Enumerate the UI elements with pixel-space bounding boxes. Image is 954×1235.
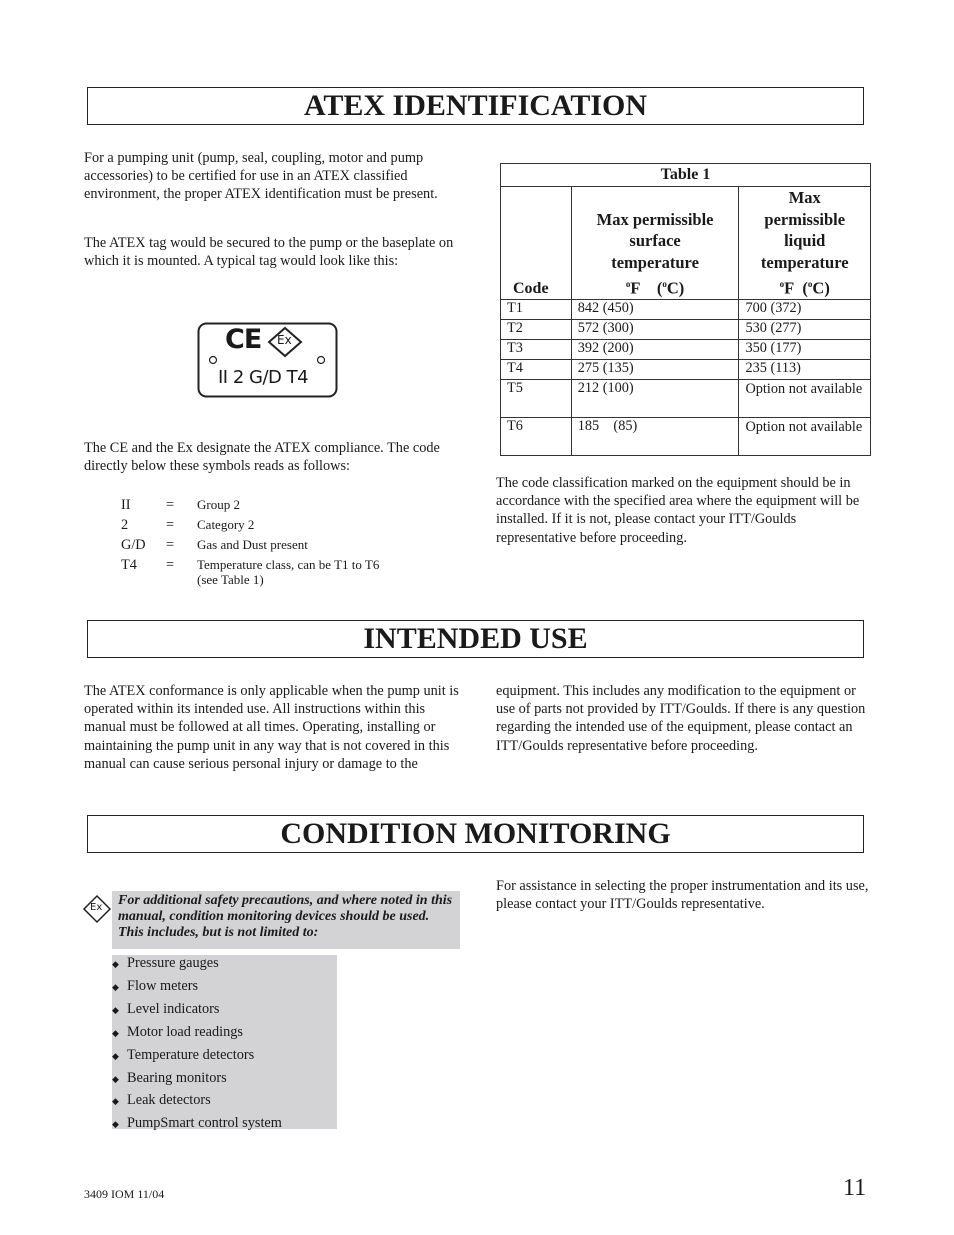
- table-cell-liquid: 350 (177): [739, 340, 871, 360]
- section-title-condition-monitoring: CONDITION MONITORING: [87, 815, 864, 853]
- ex-mark-icon: Ex: [277, 333, 292, 347]
- table-cell-surface: 212 (100): [571, 380, 739, 418]
- atex-tag-code: II 2 G/D T4: [218, 367, 309, 388]
- liquid-header-unit: $^o$F ($^o$C): [779, 278, 830, 298]
- code-description-note: (see Table 1): [197, 572, 264, 587]
- table-header-liquid: [739, 187, 871, 300]
- list-item-label: Motor load readings: [127, 1023, 243, 1040]
- diamond-bullet-icon: ◆: [112, 1004, 119, 1015]
- section-title-atex: ATEX IDENTIFICATION: [87, 87, 864, 125]
- table-cell-liquid: 530 (277): [739, 320, 871, 340]
- code-equals: =: [166, 537, 175, 553]
- list-item: [112, 999, 337, 1022]
- list-item: [112, 1022, 337, 1045]
- document-id: 3409 IOM 11/04: [84, 1187, 165, 1201]
- list-item: [112, 1068, 337, 1091]
- monitoring-note: [112, 891, 460, 949]
- code-value: 2: [121, 517, 129, 533]
- code-description: Group 2: [197, 497, 240, 512]
- atex-tag-image: [197, 322, 338, 398]
- monitoring-note-text: For additional safety precautions, and where noted in this manual, condition monitoring devices should be used. This includes, but is not limited to:: [118, 893, 453, 940]
- list-item-label: Pressure gauges: [127, 955, 219, 971]
- code-description: Temperature class, can be T1 to T6: [197, 557, 380, 572]
- table-header-code-label: Code: [513, 280, 549, 298]
- table-cell-code: T1: [501, 300, 572, 320]
- code-equals: =: [166, 557, 175, 573]
- section-title-intended-use: INTENDED USE: [87, 620, 864, 658]
- table-cell-code: T4: [501, 360, 572, 380]
- temperature-class-table: [500, 163, 871, 456]
- table-row: [501, 418, 871, 456]
- table-row: [501, 340, 871, 360]
- table-cell-surface: 842 (450): [571, 300, 739, 320]
- table-row: [501, 360, 871, 380]
- table-cell-liquid: Option not available: [739, 418, 871, 456]
- monitoring-device-list: [112, 955, 337, 1132]
- table-row: [501, 380, 871, 418]
- page-number: 11: [843, 1175, 867, 1201]
- list-item-label: Bearing monitors: [127, 1069, 227, 1086]
- list-item: [112, 953, 337, 976]
- table-header-row: [501, 187, 871, 300]
- table-cell-liquid: Option not available: [739, 380, 871, 418]
- code-classification-paragraph: The code classification marked on the equipment should be in accordance with the specified area where the equipment will be installed. If it is not, please contact your ITT/Goulds representative before proceeding.: [496, 475, 860, 546]
- surface-header-label: Max permissible surface temperature: [596, 209, 714, 273]
- code-value: II: [121, 497, 131, 513]
- code-row-temperature: [121, 557, 441, 593]
- table-cell-code: T5: [501, 380, 572, 418]
- ex-hazard-icon: [82, 894, 112, 924]
- diamond-bullet-icon: ◆: [112, 1073, 119, 1084]
- code-row-group: [121, 497, 441, 515]
- list-item-label: Temperature detectors: [127, 1046, 255, 1063]
- diamond-bullet-icon: ◆: [112, 1027, 119, 1038]
- code-equals: =: [166, 497, 175, 513]
- table-cell-surface: 275 (135): [571, 360, 739, 380]
- intended-use-right-paragraph: equipment. This includes any modification to the equipment or use of parts not provided by ITT/Goulds. If there is any question regarding the intended use of the equipment, please contact an ITT/Goulds representative before proceeding.: [496, 683, 866, 754]
- table-cell-code: T3: [501, 340, 572, 360]
- code-value: T4: [121, 557, 137, 573]
- atex-compliance-paragraph: The CE and the Ex designate the ATEX compliance. The code directly below these symbols reads as follows:: [84, 440, 440, 475]
- list-item: [112, 976, 337, 999]
- table-row: [501, 300, 871, 320]
- table-header-code: [501, 187, 572, 300]
- table-title: Table 1: [501, 164, 871, 187]
- code-description: Category 2: [197, 517, 255, 532]
- table-cell-surface: 392 (200): [571, 340, 739, 360]
- table-cell-surface: 185 (85): [571, 418, 739, 456]
- liquid-header-label: Max permissible liquid temperature: [760, 188, 849, 273]
- table-cell-surface: 572 (300): [571, 320, 739, 340]
- list-item: [112, 1090, 337, 1113]
- atex-code-legend: [121, 497, 441, 592]
- diamond-bullet-icon: ◆: [112, 959, 119, 969]
- code-row-gas-dust: [121, 537, 441, 555]
- diamond-bullet-icon: ◆: [112, 1096, 119, 1107]
- ce-mark-icon: CE: [225, 324, 262, 355]
- list-item-label: Leak detectors: [127, 1092, 211, 1109]
- diamond-bullet-icon: ◆: [112, 1050, 119, 1061]
- code-value: G/D: [121, 537, 146, 553]
- list-item-label: Level indicators: [127, 1000, 220, 1017]
- list-item: [112, 1113, 337, 1136]
- list-item-label: PumpSmart control system: [127, 1115, 282, 1132]
- diamond-bullet-icon: ◆: [112, 1119, 119, 1130]
- table-cell-liquid: 235 (113): [739, 360, 871, 380]
- monitoring-assistance-paragraph: For assistance in selecting the proper instrumentation and its use, please contact your ITT/Goulds representative.: [496, 878, 869, 913]
- list-item: [112, 1045, 337, 1068]
- table-header-surface: [571, 187, 739, 300]
- intended-use-left-paragraph: The ATEX conformance is only applicable when the pump unit is operated within its intended use. All instructions within this manual must be followed at all times. Operating, installing or maintaining the pump unit in any way that is not covered in this manual can cause serious personal injury or damage to the: [84, 683, 459, 772]
- list-item-label: Flow meters: [127, 977, 199, 994]
- table-cell-liquid: 700 (372): [739, 300, 871, 320]
- surface-header-unit: $^o$F ($^o$C): [625, 278, 685, 298]
- table-cell-code: T6: [501, 418, 572, 456]
- atex-intro-paragraph: For a pumping unit (pump, seal, coupling, motor and pump accessories) to be certified for use in an ATEX classified environment, the proper ATEX identification must be present.: [84, 150, 438, 203]
- diamond-bullet-icon: ◆: [112, 981, 119, 992]
- table-cell-code: T2: [501, 320, 572, 340]
- ex-hazard-icon-label: Ex: [90, 902, 103, 913]
- code-row-category: [121, 517, 441, 535]
- code-description: Gas and Dust present: [197, 537, 308, 552]
- atex-tag-paragraph: The ATEX tag would be secured to the pump or the baseplate on which it is mounted. A typical tag would look like this:: [84, 235, 454, 270]
- table-row: [501, 320, 871, 340]
- code-equals: =: [166, 517, 175, 533]
